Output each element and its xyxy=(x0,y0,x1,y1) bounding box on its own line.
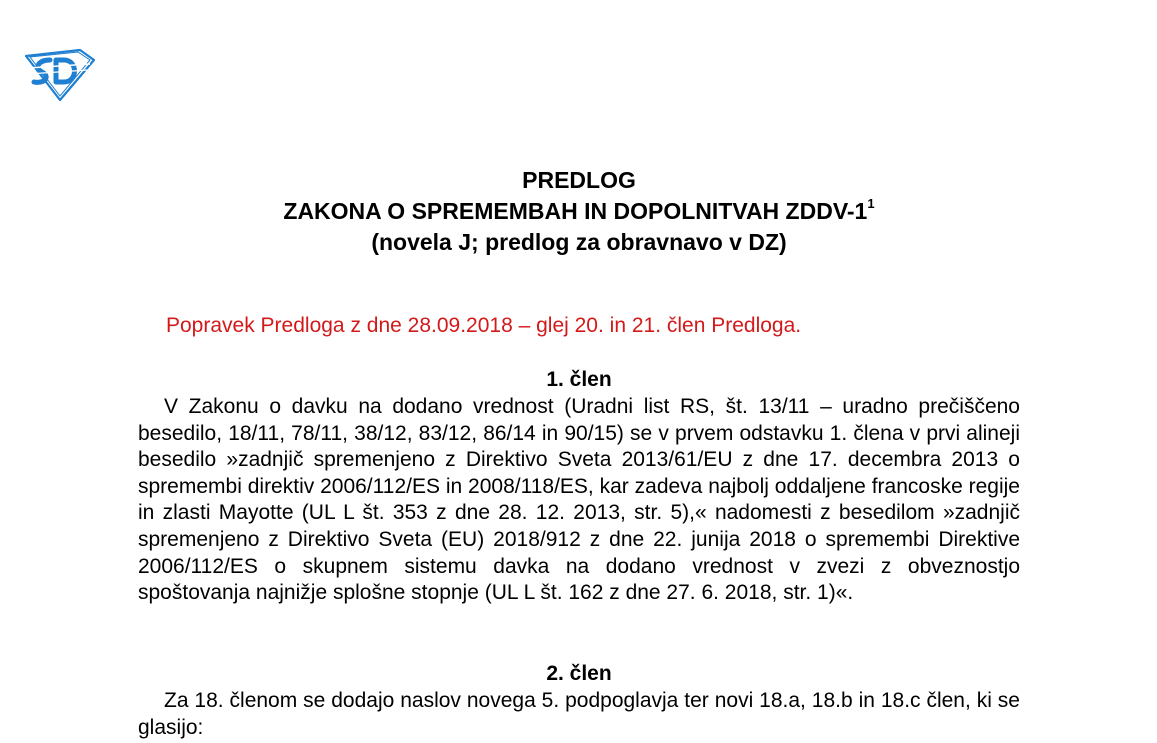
document-title-line-2 xyxy=(138,198,1020,225)
article-2-heading: 2. člen xyxy=(546,662,612,685)
document-subtitle: (novela J; predlog za obravnavo v DZ) xyxy=(371,229,787,255)
article-1-heading: 1. člen xyxy=(546,368,612,391)
article-1-text: V Zakonu o davku na dodano vrednost (Uradni list RS, št. 13/11 – uradno prečiščeno besedilo, 18/11, 78/11, 38/12, 83/12, 86/14 in 90/15) se v prvem odstavku 1. člena v prvi alineji besedilo »zadnjič spremenjeno z Direktivo Sveta 2013/61/EU z dne 17. decembra 2013 o spremembi direktiv 2006/112/ES in 2008/118/ES, kar zadeva najbolj oddaljene francoske regije in zlasti Mayotte (UL L št. 353 z dne 28. 12. 2013, str. 5),« nadomesti z besedilom »zadnjič spremenjeno z Direktivo Sveta (EU) 2018/912 z dne 22. junija 2018 o spremembi Direktive 2006/112/ES o skupnem sistemu davka na dodano vrednost v zvezi z obveznostjo spoštovanja najnižje splošne stopnje (UL L št. 162 z dne 27. 6. 2018, str. 1)«. xyxy=(138,395,1020,605)
correction-note: Popravek Predloga z dne 28.09.2018 – glej 20. in 21. člen Predloga. xyxy=(166,314,802,337)
footnote-reference[interactable]: 1 xyxy=(867,196,875,212)
article-2-text: Za 18. členom se dodajo naslov novega 5. podpoglavja ter novi 18.a, 18.b in 18.c člen, ki se glasijo: xyxy=(138,689,1020,739)
sd-logo-icon xyxy=(20,46,98,104)
document-title-line-1: PREDLOG xyxy=(522,167,636,193)
document-title-text: ZAKONA O SPREMEMBAH IN DOPOLNITVAH ZDDV-1 xyxy=(283,198,868,224)
